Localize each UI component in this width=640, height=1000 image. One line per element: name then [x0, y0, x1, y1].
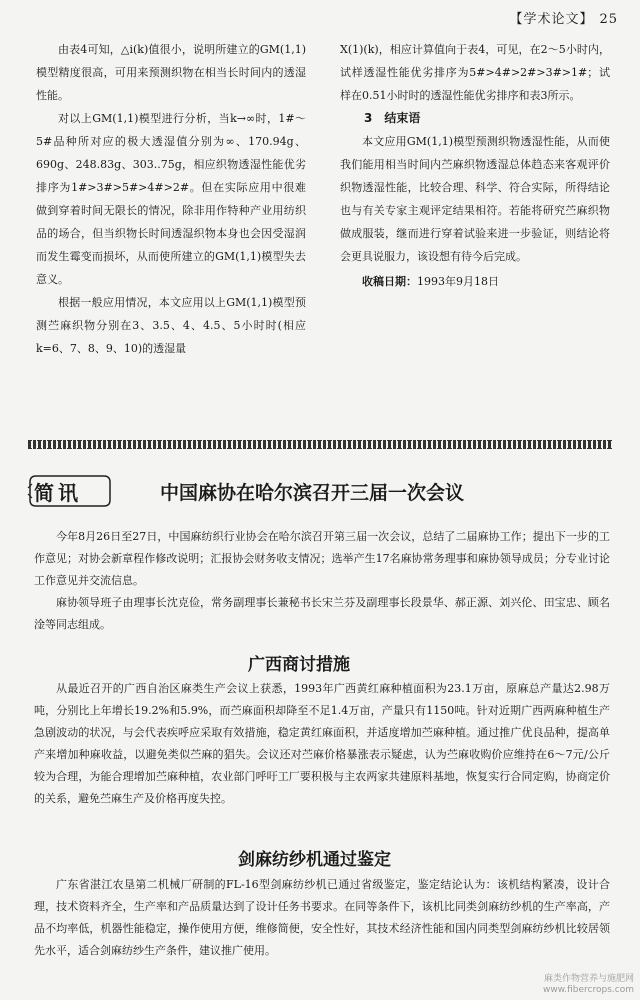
received-label: 收稿日期：	[362, 275, 417, 288]
conclusion-heading: 3 结束语	[364, 111, 421, 125]
received-date-line	[340, 270, 610, 293]
right-column	[340, 38, 610, 293]
right-paragraph-1: X(1)(k)，相应计算值向于表4，可见，在2～5小时内，试样透湿性能优劣排序为5#>4#>2#>3#>1#；试样在0.51小时时的透湿性能优劣排序和表3所示。	[340, 43, 610, 102]
news-tag-label: 简讯	[34, 481, 82, 505]
conclusion-paragraph: 本文应用GM(1,1)模型预测织物透湿性能，从而使我们能用相当时间内苎麻织物透湿总体趋态来客观评价织物透湿性能，比较合理、科学、符合实际，所得结论也与有关专家主观评定结果相符。若能将研究苎麻织物做成服装，继而进行穿着试验来进一步验证，则结论将会更具说服力，该设想有待今后完成。	[340, 135, 610, 263]
watermark	[543, 974, 634, 996]
news-2-paragraph-1: 从最近召开的广西自治区麻类生产会议上获悉，1993年广西黄红麻种植面积为23.1万亩，原麻总产量达2.98万吨，分别比上年增长19.2%和5.9%，而苎麻面积却降至不足1.4万亩，产量只有1150吨。针对近期广西两麻种植生产急剧波动的状况，与会代表疾呼应采取有效措施，稳定黄红麻面积，并适度增加苎麻种植。通过推广优良品种，提高单产来增加种麻收益，以避免类似苎麻的猖失。会议还对苎麻价格暴涨表示疑虑，认为苎麻收购价应维持在6～7元/公斤较为合理，为能合理增加苎麻种植，农业部门呼吁工厂要积极与主农两家共建原料基地，恢复实行合同定购，协商定价的关系，避免苎麻生产及价格再度失控。	[34, 682, 610, 805]
received-date: 1993年9月18日	[417, 275, 499, 288]
page-number: 25	[599, 12, 618, 27]
news-1-paragraph-1: 今年8月26日至27日，中国麻纺织行业协会在哈尔滨召开第三届一次会议，总结了二届麻协工作；提出下一步的工作意见；对协会新章程作修改说明；汇报协会财务收支情况；选举产生17名麻协常务理事和麻协领导成员；分专业讨论工作意见并交流信息。	[34, 530, 610, 587]
news-title-1: 中国麻协在哈尔滨召开三届一次会议	[160, 482, 465, 504]
page-header	[509, 8, 618, 27]
news-title-3: 剑麻纺纱机通过鉴定	[238, 850, 391, 870]
news-3-paragraph-1: 广东省湛江农垦第二机械厂研制的FL-16型剑麻纺纱机已通过省级鉴定，鉴定结论认为：该机结构紧凑，设计合理，技术资料齐全，生产率和产品质量达到了设计任务书要求。在同等条件下，该机比同类剑麻纺纱机的生产率高，产品不均率低，机器性能稳定，操作使用方便，维修简便，安全性好，其技术经济性能和国内同类型剑麻纺纱机比较居领先水平，适合剑麻纺纱生产条件，建议推广使用。	[34, 878, 610, 957]
news-tag	[26, 474, 112, 508]
news-1-paragraph-2: 麻协领导班子由理事长沈克俭，常务副理事长兼秘书长宋兰芬及副理事长段景华、郝正源、刘兴伦、田宝忠、顾名淦等同志组成。	[34, 596, 610, 631]
watermark-line-1: 麻类作物营养与施肥网	[543, 974, 634, 984]
left-paragraph-2: 对以上GM(1,1)模型进行分析，当k→∞时，1#～5#品种所对应的极大透湿值分别为∞、170.94g、690g、248.83g、303..75g，相应织物透湿性能优劣排序为1#>3#>5#>4#>2#。但在实际应用中很难做到穿着时间无限长的情况，除非用作特种产业用纺织品的场合，但当织物长时间透湿织物本身也会因受湿润而发生霉变而损坏，从而使所建立的GM(1,1)模型失去意义。	[36, 112, 306, 286]
left-column	[36, 38, 306, 360]
news-body-2	[34, 678, 610, 810]
section-label: 【学术论文】	[509, 12, 594, 27]
news-body-3	[34, 874, 610, 962]
watermark-line-2: www.fibercrops.com	[543, 985, 634, 995]
left-paragraph-1: 由表4可知，△i(k)值很小，说明所建立的GM(1,1)模型精度很高，可用来预测织物在相当长时间内的透湿性能。	[36, 43, 306, 102]
news-title-2: 广西商讨措施	[248, 655, 350, 675]
left-paragraph-3: 根据一般应用情况，本文应用以上GM(1,1)模型预测苎麻织物分别在3、3.5、4、4.5、5小时时(相应k=6、7、8、9、10)的透湿量	[36, 296, 306, 355]
section-divider	[28, 440, 612, 449]
news-body-1	[34, 526, 610, 636]
